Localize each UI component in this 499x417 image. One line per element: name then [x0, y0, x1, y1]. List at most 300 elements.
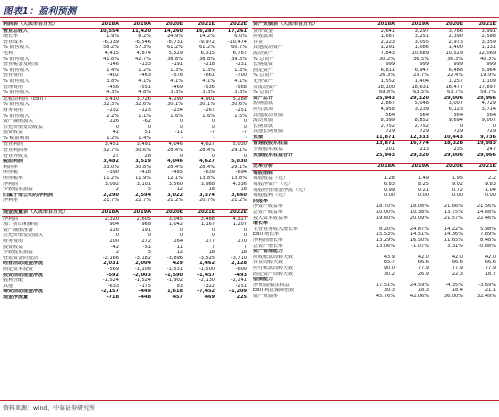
row-label: 应付款项: [253, 106, 274, 112]
cell-value: 21.1: [484, 288, 496, 294]
cell-value: 11.65%: [443, 237, 463, 243]
cell-value: -639: [203, 170, 215, 176]
cell-value: 3,239: [414, 106, 429, 112]
row-label: % 销售收入: [3, 90, 30, 96]
cell-value: 2: [115, 250, 119, 256]
cell-value: 13,871: [375, 140, 395, 147]
cell-value: 11,420: [131, 28, 151, 34]
row-label: 公允价值变动收益: [3, 124, 44, 130]
cell-value: 14.68%: [476, 210, 496, 215]
column-header: 2020E: [165, 209, 183, 215]
row-label: 非流动资产: [253, 84, 279, 90]
cell-value: 1.1%: [138, 113, 151, 119]
row-label: 存货周转天数: [253, 260, 284, 266]
cell-value: 0.72: [451, 187, 463, 193]
cell-value: 1,291: [380, 45, 395, 51]
cell-value: -10,474: [227, 39, 247, 45]
cell-value: 77.9: [417, 265, 429, 271]
cell-value: 8.48%: [480, 237, 496, 243]
cell-value: 7.89%: [480, 232, 496, 238]
cell-value: 7,843: [380, 50, 395, 56]
cell-value: 1.49: [417, 176, 429, 182]
row-label: 营业税金及附加: [3, 62, 39, 68]
column-header: 2022E: [229, 209, 247, 215]
cell-value: 20.7%: [199, 198, 215, 204]
row-label: 普通股股东权益: [253, 140, 289, 147]
cell-value: 2,031: [103, 261, 119, 267]
row-label: 资产减值准备: [3, 227, 34, 233]
cell-value: 264: [173, 238, 183, 244]
cell-value: 30.3: [383, 288, 395, 294]
row-label: 长期投资: [253, 62, 274, 68]
cell-value: 2,752: [414, 123, 429, 129]
cell-value: -191: [171, 62, 183, 68]
row-label: 其他长期负债: [253, 129, 284, 135]
footer-divider: [0, 400, 499, 401]
row-label: % 销售收入: [3, 67, 30, 73]
cell-value: -1,500: [198, 266, 215, 272]
cell-value: 1,462: [199, 261, 215, 267]
cell-value: 23.7%: [413, 73, 429, 79]
row-label: 存货: [253, 39, 264, 45]
cell-value: 272: [141, 238, 151, 244]
cell-value: 3,560: [168, 181, 183, 187]
cell-value: 14.22%: [443, 226, 463, 232]
cell-value: 28.4%: [199, 164, 215, 170]
cell-value: 1,400: [448, 45, 463, 51]
cell-value: 3,359: [481, 39, 496, 45]
row-label: 每股指标: [253, 170, 274, 176]
row-label: 少数股东权益: [253, 147, 284, 153]
cell-value: 14.2%: [199, 34, 215, 40]
cell-value: -633: [107, 283, 119, 289]
cell-value: 12: [176, 187, 183, 193]
cell-value: 21.57%: [443, 215, 463, 221]
cell-value: 40.3%: [480, 56, 496, 62]
cell-value: 1,257: [448, 78, 463, 84]
cell-value: 0.00: [383, 193, 395, 199]
row-label: 财务费用: [3, 107, 24, 113]
cell-value: -1,209: [229, 289, 247, 295]
cell-value: 14,260: [163, 28, 183, 34]
cell-value: 13.06%: [375, 243, 395, 249]
cell-value: -3,525: [198, 255, 215, 261]
cell-value: 42.0: [484, 254, 496, 260]
cell-value: 6,811: [380, 67, 395, 73]
cell-value: 3.31%: [447, 243, 463, 249]
row-label: EBIT利息保障倍数: [253, 288, 295, 294]
cell-value: 3,101: [136, 181, 151, 187]
cell-value: 0: [115, 233, 119, 239]
cell-value: 9.02: [451, 182, 463, 188]
row-label: 净利率: [3, 198, 19, 204]
column-header: 2019A: [411, 163, 429, 170]
column-header: 2021E: [197, 21, 215, 27]
cell-value: 14.36%: [443, 232, 463, 238]
row-label: 资产管理能力: [253, 249, 284, 255]
cell-value: 11.9%: [135, 176, 151, 182]
cell-value: 3,092: [104, 181, 119, 187]
cell-value: 2,223: [380, 39, 395, 45]
cell-value: 42.06%: [409, 293, 429, 299]
cell-value: 5,529: [168, 50, 183, 56]
cell-value: 1.3%: [202, 67, 215, 73]
cell-value: 4,327: [232, 216, 247, 222]
row-label: 营业成本: [3, 39, 24, 45]
cell-value: 77.9: [451, 265, 463, 271]
cell-value: -493: [234, 272, 247, 278]
cell-value: 4,874: [136, 50, 151, 56]
row-label: 净利润增长率: [253, 237, 284, 243]
cell-value: -8,731: [166, 39, 183, 45]
cell-value: 59.7%: [480, 90, 496, 96]
cell-value: 1,207: [232, 222, 247, 228]
cell-value: 39.3%: [231, 56, 247, 62]
row-label: 少数股东损益: [3, 250, 34, 256]
source-note: 资料来源：wind、中泰证券研究所: [3, 405, 96, 412]
cell-value: 1.2%: [138, 67, 151, 73]
cell-value: 42: [112, 130, 119, 136]
row-label: 加：折旧和摊销: [3, 222, 39, 228]
cell-value: 32.7%: [103, 148, 119, 154]
cell-value: -1.07%: [411, 243, 429, 249]
row-label: 投资活动现金净流: [3, 272, 44, 278]
row-label: 现金流量表（人民币百万元）: [3, 209, 69, 215]
cell-value: -51: [142, 244, 151, 250]
cell-value: 19,983: [476, 140, 496, 147]
cell-value: 10,529: [445, 50, 463, 56]
cell-value: 4,627: [199, 159, 215, 165]
cell-value: 1.95: [451, 176, 463, 182]
row-label: 增长率: [253, 221, 269, 227]
cell-value: 4.8%: [138, 90, 151, 96]
cell-value: 15.53%: [375, 232, 395, 238]
cell-value: -218: [203, 62, 215, 68]
cell-value: 0.99: [383, 187, 395, 193]
cell-value: 9,736: [480, 134, 496, 140]
column-header: 2018A: [101, 209, 119, 215]
cell-value: 38.8%: [199, 56, 215, 62]
cell-value: 1.28: [383, 176, 395, 182]
cell-value: -1,457: [197, 272, 215, 278]
cell-value: 3,007: [448, 101, 463, 107]
row-label: 固定资本投资: [3, 266, 34, 272]
cell-value: 1,109: [481, 78, 496, 84]
cell-value: 66.6: [484, 260, 496, 266]
row-label: 投资收益: [3, 130, 24, 136]
cell-value: 3,488: [200, 216, 215, 222]
cell-value: -: [245, 135, 247, 141]
cell-value: 58.2%: [103, 45, 119, 51]
cell-value: 1.5%: [234, 113, 247, 119]
cell-value: 8,399: [380, 118, 395, 124]
cell-value: 3,991: [481, 28, 496, 34]
cell-value: 6,488: [448, 67, 463, 73]
cell-value: 4,901: [200, 96, 215, 102]
row-label: 利润率: [3, 164, 19, 170]
cell-value: -551: [139, 84, 151, 90]
row-label: 流动资产: [253, 50, 274, 56]
cell-value: -251: [235, 283, 247, 289]
row-label: 净资产收益率: [253, 204, 284, 210]
cell-value: -0.88%: [478, 243, 496, 249]
cell-value: 0: [492, 123, 496, 129]
cell-value: 0: [211, 233, 215, 239]
row-label: % 销售收入: [3, 102, 30, 108]
cell-value: 0: [147, 124, 151, 130]
row-label: 经营活动现金净流: [3, 261, 44, 267]
cell-value: 1.04: [484, 187, 496, 193]
cell-value: 4,046: [168, 141, 183, 148]
cell-value: 0: [243, 153, 247, 159]
cell-value: 1.6%: [170, 113, 183, 119]
column-header: 2019A: [133, 209, 151, 215]
cell-value: 0: [243, 124, 247, 130]
cell-value: 5: [147, 187, 151, 193]
cell-value: 32.49%: [476, 293, 496, 299]
cell-value: 729: [453, 129, 463, 135]
row-label: 营业外收支: [3, 153, 29, 159]
cell-value: 43.9: [383, 254, 395, 260]
cell-value: 2,605: [136, 216, 151, 222]
cell-value: 1.9%: [106, 34, 119, 40]
cell-value: 33.0%: [103, 164, 119, 170]
row-label: 货币资金: [253, 28, 274, 34]
cell-value: -: [181, 135, 183, 141]
cell-value: -1,531: [166, 266, 183, 272]
cell-value: -402: [107, 73, 119, 79]
row-label: 总资产收益率: [253, 210, 284, 215]
cell-value: 6,123: [448, 106, 463, 112]
cell-value: -267: [203, 107, 215, 113]
cell-value: -322: [203, 283, 215, 289]
cell-value: 36.5%: [413, 56, 429, 62]
cell-value: 1.2%: [106, 135, 119, 141]
cell-value: 564: [385, 112, 395, 118]
cell-value: 4,627: [200, 141, 215, 148]
cell-value: 10.00%: [375, 210, 395, 215]
row-label: 净负债/股东权益: [253, 282, 290, 288]
row-label: 营业利润率: [3, 148, 29, 154]
cell-value: -578: [171, 73, 183, 79]
cell-value: -485: [171, 170, 183, 176]
cell-value: 21.2%: [167, 198, 183, 204]
cell-value: 7: [243, 244, 247, 250]
cell-value: 16.50%: [409, 237, 429, 243]
cell-value: 999: [453, 62, 463, 68]
cell-value: 13.8%: [199, 176, 215, 182]
cell-value: 7: [211, 244, 215, 250]
cell-value: 1,618: [167, 289, 183, 295]
cell-value: 1,167: [200, 222, 215, 228]
cell-value: -449: [138, 289, 151, 295]
cell-value: 6,787: [232, 50, 247, 56]
cell-value: 18,100: [377, 84, 395, 90]
row-label: 营业利润: [3, 141, 24, 148]
cell-value: 2,641: [380, 28, 395, 34]
cell-value: -42: [110, 244, 119, 250]
cell-value: 83: [176, 283, 183, 289]
cell-value: -2,130: [198, 278, 215, 284]
cell-value: 564: [419, 112, 429, 118]
row-label: 股利分配: [3, 278, 24, 284]
row-label: 每股经营现金净流（元）: [253, 187, 309, 193]
cell-value: -11: [174, 130, 183, 136]
cell-value: -232: [107, 107, 119, 113]
cell-value: 26.9: [417, 271, 429, 277]
row-label: 偿债能力: [253, 277, 274, 283]
row-label: 资产总计: [253, 95, 274, 101]
cell-value: 38.8%: [167, 56, 183, 62]
cell-value: 27: [112, 153, 119, 159]
cell-value: 60.7%: [231, 45, 247, 51]
cell-value: 77.9: [484, 265, 496, 271]
cell-value: -1,590: [165, 272, 183, 278]
cell-value: 1,552: [380, 78, 395, 84]
cell-value: 13.8%: [231, 176, 247, 182]
cell-value: 14.51%: [409, 232, 429, 238]
cell-value: 18,631: [411, 84, 429, 90]
cell-value: 2,752: [380, 123, 395, 129]
cell-value: 66.6: [417, 260, 429, 266]
row-label: 资产负债表（人民币百万元）: [253, 21, 319, 27]
cell-value: -694: [235, 170, 247, 176]
cell-value: 247: [486, 147, 496, 153]
cell-value: 63.7%: [447, 90, 463, 96]
row-label: 营业总收入: [3, 28, 29, 34]
row-label: 净利润: [3, 181, 19, 187]
cell-value: 16,287: [195, 28, 215, 34]
row-label: 毛利: [3, 50, 14, 56]
row-label: % 总资产: [253, 56, 275, 62]
cell-value: 2,320: [104, 216, 119, 222]
row-label: 财务费用: [3, 238, 24, 244]
cell-value: 12,069: [478, 50, 496, 56]
cell-value: 3.3%: [170, 90, 183, 96]
row-label: 无形资产: [253, 78, 274, 84]
row-label: 短期借款: [253, 101, 274, 107]
cell-value: 5,030: [232, 141, 247, 148]
cell-value: 191: [141, 227, 151, 233]
row-label: 其他流动负债: [253, 112, 284, 118]
row-label: 投入资本收益率: [253, 215, 289, 221]
cell-value: -463: [139, 73, 151, 79]
cell-value: 729: [486, 129, 496, 135]
cell-value: 5.98%: [480, 226, 496, 232]
cell-value: -2,241: [230, 278, 247, 284]
row-label: 固定资产: [253, 67, 274, 73]
row-label: 总资产增长率: [253, 243, 284, 249]
cell-value: 18,477: [445, 84, 463, 90]
cell-value: -234: [171, 107, 183, 113]
right-table: [252, 21, 497, 300]
cell-value: 469: [204, 294, 215, 300]
cell-value: -231: [235, 62, 247, 68]
cell-value: 66.6: [451, 260, 463, 266]
row-label: EBIT增长率: [253, 232, 280, 238]
cell-value: 22.46%: [476, 215, 496, 221]
cell-value: -2,157: [101, 289, 119, 295]
column-header: 2018A: [377, 21, 395, 27]
cell-value: 17,261: [227, 28, 247, 34]
row-label: 其他流动资产: [253, 45, 284, 51]
cell-value: 4,958: [380, 106, 395, 112]
cell-value: 42.7%: [135, 56, 151, 62]
row-label: % 税前利润: [3, 135, 30, 141]
cell-value: -62: [142, 119, 151, 125]
column-header: 2021E: [478, 21, 496, 27]
cell-value: 29,966: [476, 95, 496, 101]
cell-value: -700: [235, 73, 247, 79]
column-header: 2020E: [165, 21, 183, 27]
row-label: 应付账款周转天数: [253, 265, 294, 271]
cell-value: 21.2%: [231, 198, 247, 204]
cell-value: 3,482: [103, 159, 119, 165]
cell-value: 2,973: [448, 39, 463, 45]
cell-value: 11: [176, 244, 183, 250]
cell-value: 90.0: [383, 265, 395, 271]
cell-value: 29.1%: [231, 164, 247, 170]
cell-value: -7: [242, 130, 247, 136]
cell-value: 29,006: [443, 95, 463, 101]
cell-value: 26.3%: [379, 73, 395, 79]
cell-value: 28.4%: [167, 148, 183, 154]
cell-value: -1,208: [134, 266, 151, 272]
cell-value: 729: [419, 129, 429, 135]
cell-value: 2,004: [135, 261, 151, 267]
cell-value: 8.20%: [379, 226, 395, 232]
column-header: 2018A: [377, 163, 395, 170]
cell-value: 0: [211, 227, 215, 233]
cell-value: -1,902: [166, 278, 183, 284]
cell-value: -146: [107, 62, 119, 68]
cell-value: 0: [179, 233, 183, 239]
cell-value: 28.4%: [199, 148, 215, 154]
cell-value: 28: [144, 153, 151, 159]
cell-value: 1.4%: [106, 67, 119, 73]
cell-value: -390: [107, 170, 119, 176]
column-header: 2021E: [197, 209, 215, 215]
cell-value: 18,328: [443, 140, 463, 147]
figure-title: 图表1：盈利预测: [3, 6, 77, 17]
row-label: 管理费用: [3, 84, 24, 90]
cell-value: 3,022: [167, 192, 183, 198]
row-label: 长期贷款: [253, 123, 274, 129]
cell-value: 12,333: [409, 134, 429, 140]
cell-value: 30.2%: [379, 56, 395, 62]
cell-value: 3,714: [481, 106, 496, 112]
row-label: 营业费用: [3, 73, 24, 79]
cell-value: 8,852: [414, 118, 429, 124]
cell-value: -7,452: [197, 289, 215, 295]
cell-value: 30.6%: [135, 148, 151, 154]
cell-value: 13.29%: [375, 237, 395, 243]
cell-value: 2,588: [481, 34, 496, 40]
row-label: 应收账款周转天数: [253, 254, 294, 260]
cell-value: 9,007: [481, 118, 496, 124]
cell-value: -718: [106, 294, 119, 300]
cell-value: 30.1%: [199, 102, 215, 108]
cell-value: 63.5%: [413, 90, 429, 96]
cell-value: -3,710: [230, 255, 247, 261]
cell-value: 9.83: [484, 182, 496, 188]
cell-value: 2,128: [231, 261, 247, 267]
cell-value: 12.1%: [167, 176, 183, 182]
row-label: 归属于母公司的净利润: [3, 192, 54, 198]
row-label: 资产减值损失: [3, 119, 34, 125]
cell-value: 6.83: [383, 182, 395, 188]
cell-value: 18: [208, 250, 215, 256]
